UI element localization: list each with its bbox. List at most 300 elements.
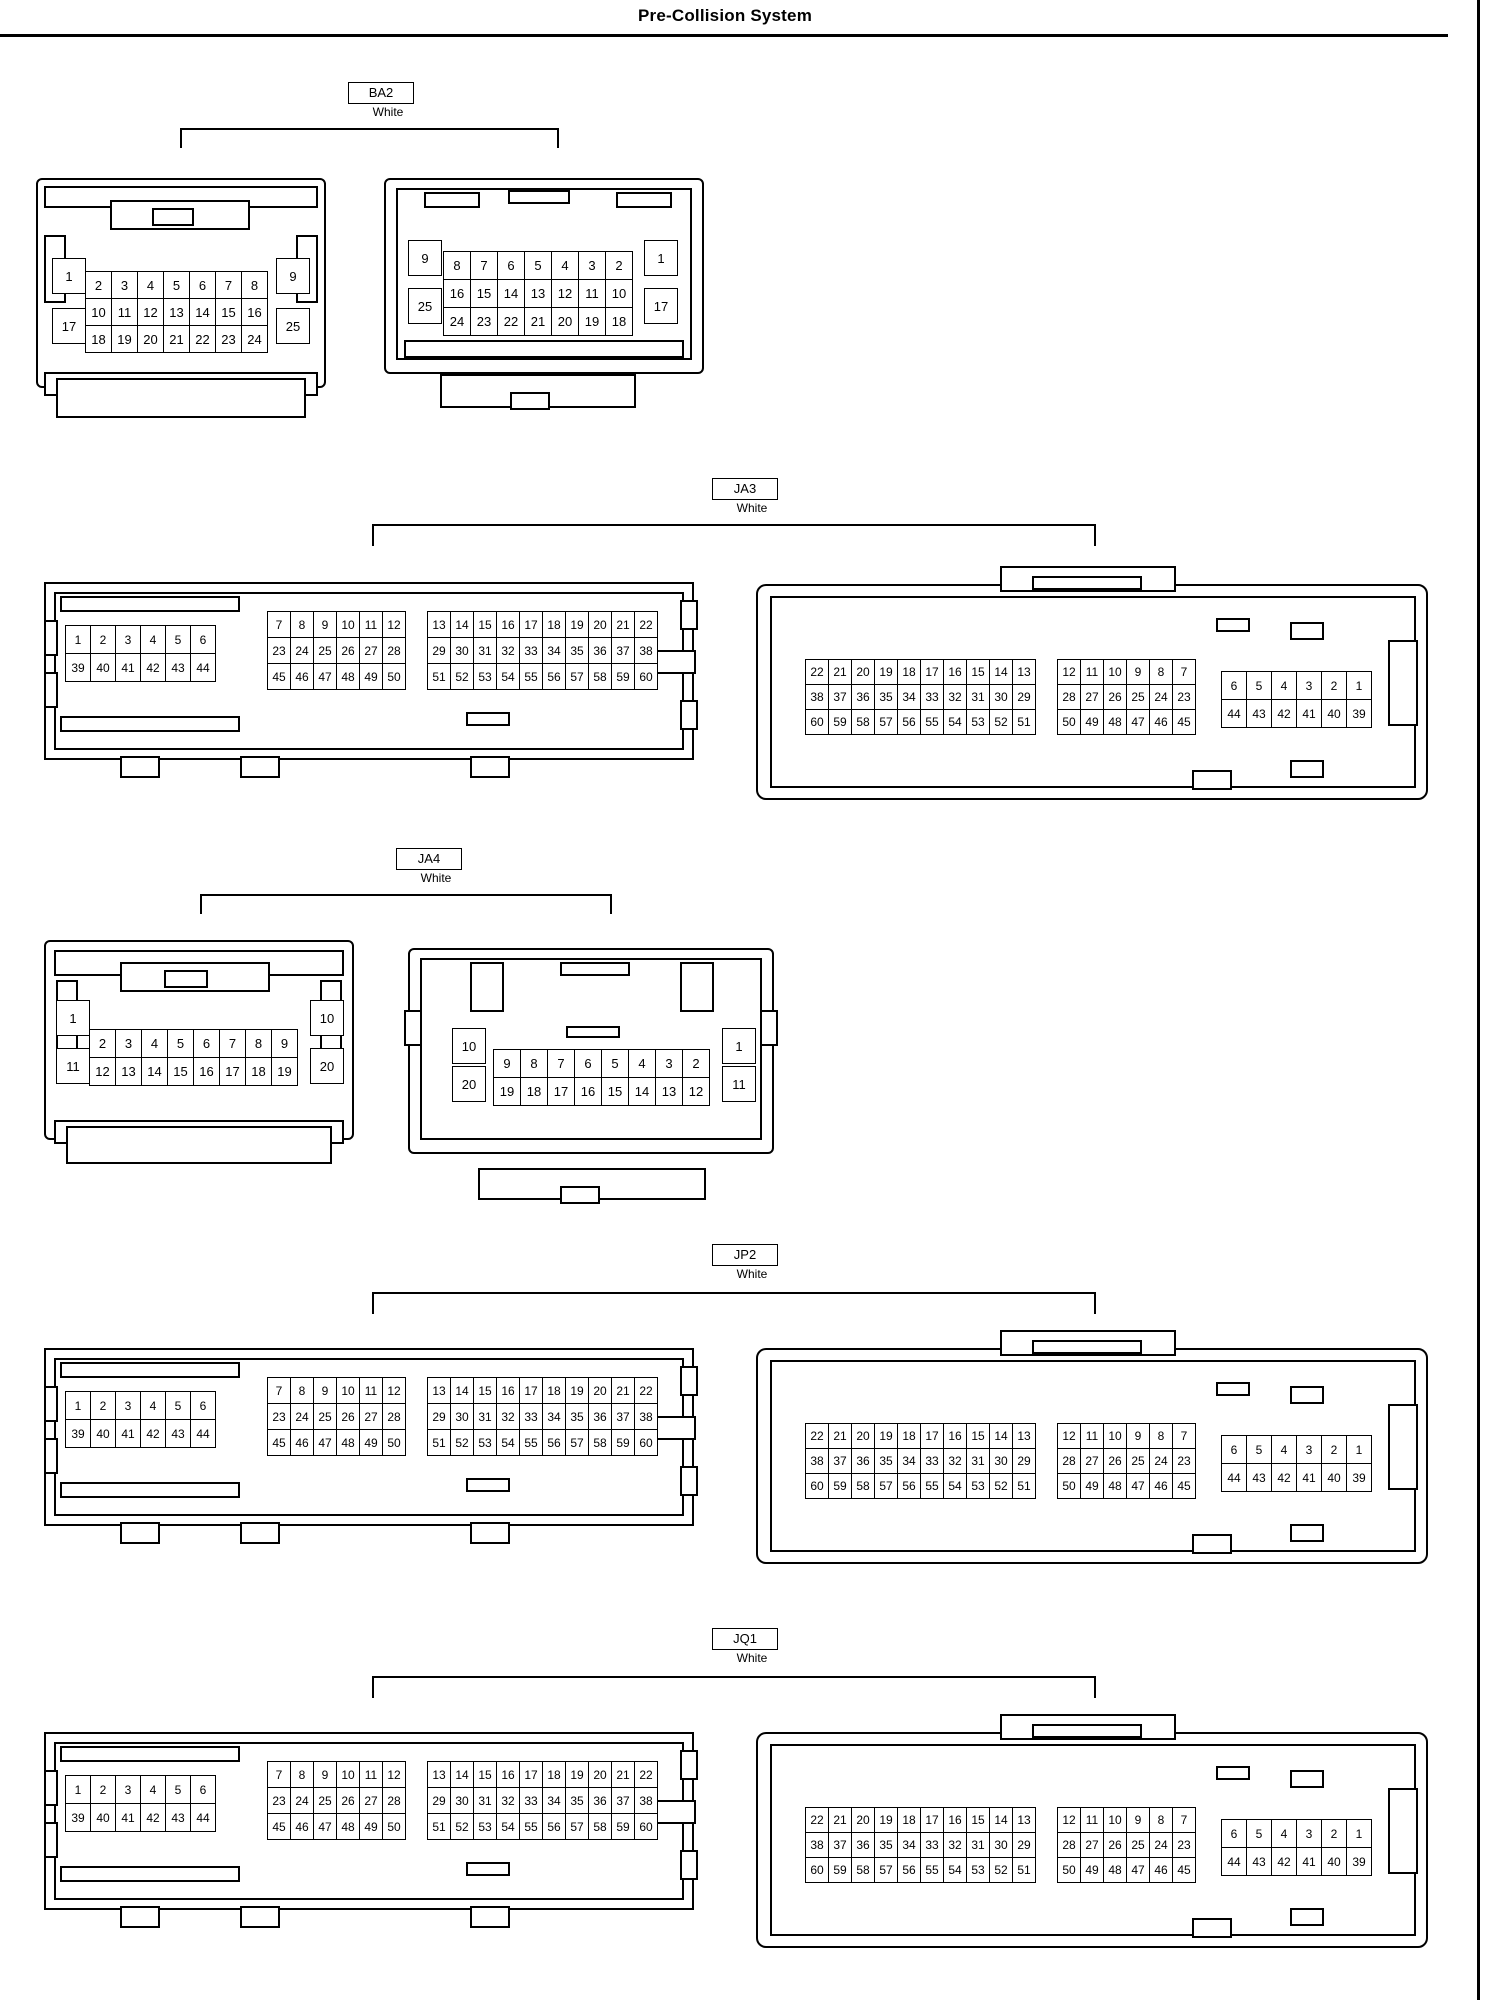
pin-cell: 48 <box>336 1429 360 1456</box>
pin-cell: 17 <box>644 288 678 324</box>
pin-cell: 6 <box>497 251 525 280</box>
pin-cell: 56 <box>542 1813 566 1840</box>
pin-cell: 13 <box>655 1077 683 1106</box>
pin-cell: 58 <box>851 709 875 735</box>
pin-cell: 17 <box>219 1057 246 1086</box>
pin-cell: 55 <box>519 663 543 690</box>
header-rule <box>0 34 1448 37</box>
pin-cell: 14 <box>189 298 216 326</box>
pin-cell: 16 <box>943 659 967 685</box>
pin-cell: 54 <box>943 1473 967 1499</box>
pin-cell: 9 <box>313 611 337 638</box>
pin-cell: 47 <box>313 663 337 690</box>
connector-code: BA2 <box>348 82 414 104</box>
pin-cell: 43 <box>165 1419 191 1448</box>
pin-cell: 10 <box>605 279 633 308</box>
pin-cell: 41 <box>115 1803 141 1832</box>
pin-cell: 41 <box>1296 1463 1322 1492</box>
pin-cell: 11 <box>1080 1807 1104 1833</box>
pin-cell: 26 <box>1103 684 1127 710</box>
pin-cell: 13 <box>427 1761 451 1788</box>
pin-cell: 35 <box>874 1448 898 1474</box>
pin-cell: 11 <box>359 1377 383 1404</box>
pin-grid-block-1 <box>806 660 1036 735</box>
pin-row <box>428 1378 658 1404</box>
pin-cell: 6 <box>190 625 216 654</box>
pin-cell: 28 <box>1057 684 1081 710</box>
pin-cell: 12 <box>382 1377 406 1404</box>
pin-cell: 47 <box>1126 709 1150 735</box>
pin-cell: 15 <box>167 1057 194 1086</box>
pin-row <box>1058 1449 1196 1474</box>
pin-cell: 12 <box>382 611 406 638</box>
pin-cell: 15 <box>215 298 242 326</box>
pin-cell: 3 <box>115 625 141 654</box>
pin-cell: 2 <box>1321 671 1347 700</box>
pin-cell: 19 <box>565 1377 589 1404</box>
pin-cell: 15 <box>473 1761 497 1788</box>
pin-cell: 10 <box>336 1377 360 1404</box>
pin-row <box>86 299 268 326</box>
pin-row <box>806 1808 1036 1833</box>
pin-cell: 43 <box>1246 1847 1272 1876</box>
pin-cell: 48 <box>1103 1473 1127 1499</box>
pin-cell: 43 <box>165 1803 191 1832</box>
pin-cell: 8 <box>290 1377 314 1404</box>
pin-cell: 2 <box>682 1049 710 1078</box>
pin-cell: 4 <box>1271 1819 1297 1848</box>
pin-row <box>428 1430 658 1456</box>
pin-cell: 25 <box>408 288 442 324</box>
pin-cell: 28 <box>382 1787 406 1814</box>
pin-cell: 22 <box>805 1807 829 1833</box>
pin-cell: 29 <box>1012 684 1036 710</box>
pin-cell: 17 <box>52 308 86 344</box>
pin-cell: 9 <box>1126 659 1150 685</box>
pin-cell: 37 <box>828 684 852 710</box>
pin-cell: 2 <box>90 1775 116 1804</box>
pin-cell: 32 <box>496 637 520 664</box>
pin-cell: 54 <box>496 663 520 690</box>
pin-cell: 60 <box>634 663 658 690</box>
pin-cell: 51 <box>427 1429 451 1456</box>
pin-cell: 35 <box>565 637 589 664</box>
pin-cell: 13 <box>115 1057 142 1086</box>
pin-cell: 51 <box>1012 709 1036 735</box>
pin-cell: 51 <box>1012 1857 1036 1883</box>
pin-row <box>1222 1848 1372 1876</box>
pin-cell: 9 <box>1126 1807 1150 1833</box>
pin-cell: 49 <box>359 1429 383 1456</box>
pin-row <box>268 1404 406 1430</box>
pin-cell: 1 <box>52 258 86 294</box>
connector-color: White <box>736 1651 768 1665</box>
pin-cell: 35 <box>874 1832 898 1858</box>
pin-cell: 29 <box>1012 1448 1036 1474</box>
pin-cell: 8 <box>245 1029 272 1058</box>
pin-cell: 5 <box>165 625 191 654</box>
pin-cell: 17 <box>920 1807 944 1833</box>
pin-cell: 5 <box>163 271 190 299</box>
pin-cell: 55 <box>920 1857 944 1883</box>
pin-row <box>268 1814 406 1840</box>
pin-cell: 23 <box>1172 1448 1196 1474</box>
pin-cell: 28 <box>382 1403 406 1430</box>
pin-cell: 20 <box>588 1377 612 1404</box>
pin-cell: 20 <box>310 1048 344 1084</box>
pin-cell: 7 <box>470 251 498 280</box>
pin-cell: 20 <box>851 1807 875 1833</box>
pin-row <box>428 638 658 664</box>
pin-cell: 13 <box>427 1377 451 1404</box>
pin-cell: 3 <box>115 1775 141 1804</box>
pin-cell: 10 <box>336 611 360 638</box>
pin-grid-block-3 <box>1222 1436 1372 1492</box>
pin-grid-block-1 <box>806 1424 1036 1499</box>
pin-cell: 21 <box>524 307 552 336</box>
pin-cell: 24 <box>241 325 268 353</box>
pin-row <box>268 1762 406 1788</box>
pin-cell: 52 <box>989 709 1013 735</box>
pin-cell: 29 <box>1012 1832 1036 1858</box>
pin-cell: 44 <box>190 1419 216 1448</box>
pin-cell: 40 <box>90 1803 116 1832</box>
pin-cell: 21 <box>828 1807 852 1833</box>
pin-cell: 54 <box>496 1813 520 1840</box>
pin-row <box>66 1392 216 1420</box>
pin-cell: 8 <box>290 611 314 638</box>
pin-cell: 6 <box>1221 1819 1247 1848</box>
pin-cell: 14 <box>450 611 474 638</box>
pin-cell: 46 <box>1149 709 1173 735</box>
pin-cell: 36 <box>588 1787 612 1814</box>
pin-cell: 18 <box>520 1077 548 1106</box>
pin-cell: 8 <box>520 1049 548 1078</box>
pin-cell: 6 <box>189 271 216 299</box>
pin-cell: 24 <box>1149 684 1173 710</box>
pin-cell: 46 <box>290 1429 314 1456</box>
pin-cell: 28 <box>1057 1832 1081 1858</box>
pin-cell: 10 <box>85 298 112 326</box>
connector-color: White <box>736 501 768 515</box>
pin-cell: 14 <box>989 1423 1013 1449</box>
pin-cell: 19 <box>271 1057 298 1086</box>
pin-cell: 50 <box>382 1813 406 1840</box>
pin-cell: 7 <box>267 1377 291 1404</box>
pin-cell: 38 <box>805 1448 829 1474</box>
pin-cell: 3 <box>1296 671 1322 700</box>
pin-cell: 31 <box>473 637 497 664</box>
pin-cell: 49 <box>1080 709 1104 735</box>
pin-cell: 18 <box>897 1807 921 1833</box>
pin-cell: 12 <box>1057 659 1081 685</box>
pin-cell: 20 <box>851 1423 875 1449</box>
pin-cell: 21 <box>828 659 852 685</box>
pin-cell: 27 <box>1080 1832 1104 1858</box>
pin-grid <box>444 252 633 336</box>
pin-cell: 51 <box>427 663 451 690</box>
pin-grid-block-3 <box>428 1762 658 1840</box>
pin-cell: 15 <box>601 1077 629 1106</box>
pin-cell: 21 <box>611 1377 635 1404</box>
pin-cell: 50 <box>1057 1857 1081 1883</box>
pin-cell: 54 <box>943 709 967 735</box>
pin-cell: 11 <box>1080 659 1104 685</box>
pin-cell: 50 <box>382 1429 406 1456</box>
pin-cell: 25 <box>1126 1832 1150 1858</box>
pin-cell: 4 <box>628 1049 656 1078</box>
pin-cell: 51 <box>1012 1473 1036 1499</box>
pin-cell: 4 <box>140 1775 166 1804</box>
pin-row <box>806 1833 1036 1858</box>
pin-cell: 2 <box>90 1391 116 1420</box>
pin-cell: 10 <box>1103 1423 1127 1449</box>
pin-row <box>1058 1424 1196 1449</box>
pin-cell: 38 <box>634 637 658 664</box>
pin-row <box>1058 710 1196 735</box>
pin-cell: 57 <box>565 1429 589 1456</box>
pin-cell: 2 <box>1321 1819 1347 1848</box>
connector-color: White <box>736 1267 768 1281</box>
pin-grid-block-3 <box>1222 672 1372 728</box>
pin-row <box>1058 1808 1196 1833</box>
pin-cell: 38 <box>634 1403 658 1430</box>
connector-code: JA3 <box>712 478 778 500</box>
pin-row <box>66 1776 216 1804</box>
pin-cell: 14 <box>497 279 525 308</box>
pin-cell: 8 <box>1149 659 1173 685</box>
pin-cell: 33 <box>920 1832 944 1858</box>
pin-row <box>806 1474 1036 1499</box>
pin-cell: 7 <box>1172 659 1196 685</box>
pin-cell: 44 <box>1221 1847 1247 1876</box>
pin-cell: 26 <box>1103 1448 1127 1474</box>
pin-cell: 44 <box>1221 699 1247 728</box>
pin-cell: 42 <box>1271 699 1297 728</box>
pin-cell: 18 <box>85 325 112 353</box>
pin-cell: 51 <box>427 1813 451 1840</box>
pin-cell: 40 <box>1321 1463 1347 1492</box>
pin-cell: 38 <box>805 1832 829 1858</box>
connector-code: JP2 <box>712 1244 778 1266</box>
pin-cell: 33 <box>920 1448 944 1474</box>
pin-row <box>66 1420 216 1448</box>
pin-cell: 40 <box>1321 699 1347 728</box>
pin-cell: 56 <box>897 1857 921 1883</box>
pin-cell: 1 <box>722 1028 756 1064</box>
pin-cell: 13 <box>163 298 190 326</box>
pin-cell: 42 <box>1271 1847 1297 1876</box>
pin-cell: 42 <box>140 1419 166 1448</box>
connector-color: White <box>420 871 452 885</box>
pin-cell: 24 <box>290 1787 314 1814</box>
pin-cell: 33 <box>519 1403 543 1430</box>
pin-cell: 11 <box>722 1066 756 1102</box>
pin-cell: 3 <box>1296 1435 1322 1464</box>
pin-row <box>444 280 633 308</box>
pin-cell: 44 <box>1221 1463 1247 1492</box>
pin-cell: 2 <box>85 271 112 299</box>
pin-row <box>90 1030 298 1058</box>
pin-row <box>806 1449 1036 1474</box>
pin-cell: 6 <box>190 1775 216 1804</box>
pin-cell: 15 <box>966 1807 990 1833</box>
pin-cell: 15 <box>470 279 498 308</box>
pin-row <box>1222 700 1372 728</box>
pin-cell: 31 <box>473 1403 497 1430</box>
pin-cell: 43 <box>1246 1463 1272 1492</box>
bracket-ba2 <box>180 128 559 148</box>
pin-cell: 17 <box>519 1761 543 1788</box>
pin-cell: 56 <box>897 709 921 735</box>
pin-row <box>806 660 1036 685</box>
pin-cell: 7 <box>267 611 291 638</box>
bracket-jq1 <box>372 1676 1096 1698</box>
pin-cell: 40 <box>90 653 116 682</box>
pin-cell: 29 <box>427 1403 451 1430</box>
pin-cell: 29 <box>427 637 451 664</box>
pin-cell: 13 <box>427 611 451 638</box>
pin-cell: 49 <box>1080 1473 1104 1499</box>
pin-cell: 39 <box>1346 1463 1372 1492</box>
pin-row <box>66 1804 216 1832</box>
pin-cell: 43 <box>165 653 191 682</box>
pin-cell: 22 <box>497 307 525 336</box>
pin-cell: 57 <box>874 1473 898 1499</box>
pin-cell: 45 <box>1172 1473 1196 1499</box>
pin-cell: 60 <box>805 709 829 735</box>
pin-cell: 36 <box>851 684 875 710</box>
bracket-ja3 <box>372 524 1096 546</box>
pin-grid-block-1 <box>66 1776 216 1832</box>
pin-cell: 6 <box>193 1029 220 1058</box>
pin-cell: 24 <box>1149 1832 1173 1858</box>
pin-cell: 38 <box>634 1787 658 1814</box>
pin-row <box>428 1762 658 1788</box>
right-border-rule <box>1477 0 1480 2000</box>
pin-cell: 34 <box>897 684 921 710</box>
pin-cell: 28 <box>1057 1448 1081 1474</box>
pin-cell: 1 <box>1346 1819 1372 1848</box>
pin-cell: 8 <box>443 251 471 280</box>
pin-cell: 20 <box>137 325 164 353</box>
pin-cell: 12 <box>1057 1807 1081 1833</box>
pin-cell: 60 <box>634 1813 658 1840</box>
pin-cell: 59 <box>611 1813 635 1840</box>
pin-cell: 60 <box>634 1429 658 1456</box>
pin-cell: 42 <box>140 653 166 682</box>
pin-cell: 1 <box>65 1391 91 1420</box>
pin-cell: 20 <box>452 1066 486 1102</box>
pin-cell: 41 <box>115 653 141 682</box>
pin-grid-block-1 <box>66 626 216 682</box>
pin-grid-block-2 <box>268 1378 406 1456</box>
pin-cell: 4 <box>140 625 166 654</box>
pin-cell: 25 <box>1126 1448 1150 1474</box>
pin-cell: 5 <box>167 1029 194 1058</box>
pin-cell: 35 <box>565 1787 589 1814</box>
pin-cell: 9 <box>276 258 310 294</box>
pin-cell: 14 <box>989 659 1013 685</box>
pin-cell: 60 <box>805 1473 829 1499</box>
pin-grid <box>494 1050 710 1106</box>
pin-cell: 53 <box>966 709 990 735</box>
pin-cell: 22 <box>805 1423 829 1449</box>
pin-cell: 5 <box>524 251 552 280</box>
pin-cell: 40 <box>90 1419 116 1448</box>
pin-cell: 2 <box>1321 1435 1347 1464</box>
pin-cell: 3 <box>111 271 138 299</box>
pin-cell: 19 <box>874 659 898 685</box>
pin-cell: 24 <box>290 1403 314 1430</box>
pin-cell: 11 <box>359 611 383 638</box>
pin-cell: 27 <box>1080 1448 1104 1474</box>
pin-cell: 37 <box>828 1832 852 1858</box>
connector-color: White <box>372 105 404 119</box>
pin-cell: 47 <box>313 1813 337 1840</box>
connector-label-jp2 <box>712 1244 792 1281</box>
pin-cell: 4 <box>1271 671 1297 700</box>
pin-cell: 42 <box>140 1803 166 1832</box>
pin-cell: 25 <box>276 308 310 344</box>
pin-cell: 7 <box>219 1029 246 1058</box>
pin-cell: 22 <box>189 325 216 353</box>
pin-cell: 22 <box>634 1761 658 1788</box>
pin-grid-block-1 <box>66 1392 216 1448</box>
pin-cell: 41 <box>1296 1847 1322 1876</box>
pin-cell: 48 <box>336 663 360 690</box>
pin-grid-block-2 <box>268 612 406 690</box>
pin-cell: 35 <box>565 1403 589 1430</box>
pin-cell: 10 <box>1103 659 1127 685</box>
pin-cell: 32 <box>496 1787 520 1814</box>
pin-cell: 11 <box>1080 1423 1104 1449</box>
pin-cell: 44 <box>190 1803 216 1832</box>
pin-cell: 30 <box>450 1403 474 1430</box>
pin-cell: 37 <box>611 637 635 664</box>
pin-cell: 8 <box>290 1761 314 1788</box>
pin-cell: 8 <box>241 271 268 299</box>
pin-cell: 19 <box>874 1423 898 1449</box>
pin-cell: 43 <box>1246 699 1272 728</box>
pin-cell: 19 <box>111 325 138 353</box>
pin-row <box>494 1050 710 1078</box>
pin-cell: 16 <box>943 1807 967 1833</box>
pin-cell: 16 <box>943 1423 967 1449</box>
pin-cell: 30 <box>450 637 474 664</box>
pin-cell: 57 <box>874 709 898 735</box>
pin-cell: 26 <box>336 1403 360 1430</box>
pin-cell: 36 <box>588 1403 612 1430</box>
connector-label-jq1 <box>712 1628 792 1665</box>
pin-cell: 13 <box>1012 659 1036 685</box>
pin-cell: 27 <box>359 637 383 664</box>
pin-cell: 39 <box>65 653 91 682</box>
pin-cell: 36 <box>588 637 612 664</box>
pin-row <box>428 1404 658 1430</box>
pin-cell: 1 <box>65 1775 91 1804</box>
pin-cell: 19 <box>565 611 589 638</box>
pin-cell: 9 <box>408 240 442 276</box>
pin-cell: 54 <box>943 1857 967 1883</box>
pin-cell: 1 <box>1346 1435 1372 1464</box>
pin-cell: 53 <box>473 1813 497 1840</box>
pin-cell: 47 <box>1126 1857 1150 1883</box>
pin-cell: 18 <box>245 1057 272 1086</box>
pin-row <box>444 252 633 280</box>
pin-row <box>806 1858 1036 1883</box>
pin-cell: 20 <box>851 659 875 685</box>
